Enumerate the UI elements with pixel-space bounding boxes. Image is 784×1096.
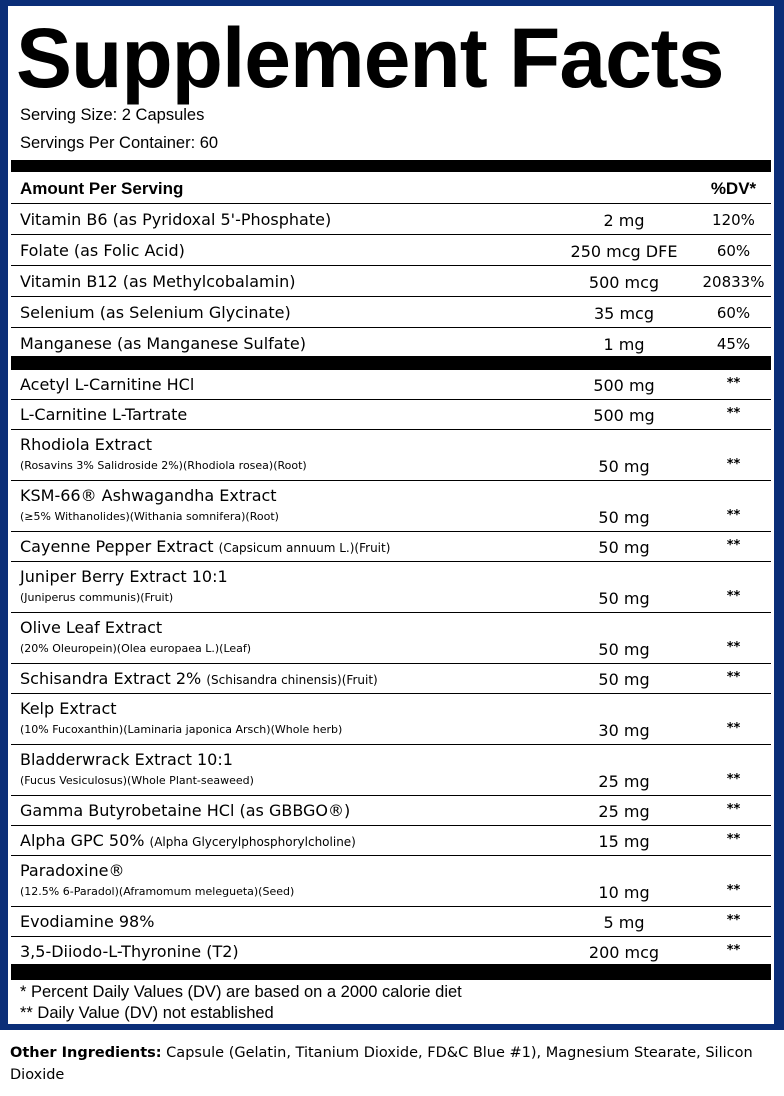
ingredient-detail: (Fucus Vesiculosus)(Whole Plant-seaweed)	[20, 774, 254, 787]
ingredient-detail: (Rosavins 3% Salidroside 2%)(Rhodiola rosea)(Root)	[20, 459, 307, 472]
nutrient-name: Folate (as Folic Acid)	[20, 241, 185, 260]
nutrient-dv: 60%	[716, 304, 751, 322]
ingredient-name-text: Kelp Extract	[20, 699, 117, 718]
ingredient-amount: 25 mg	[598, 772, 650, 791]
ingredient-row	[11, 664, 771, 694]
vitamin-row	[11, 235, 771, 266]
vitamin-row	[11, 266, 771, 297]
ingredient-dv: **	[726, 913, 741, 928]
nutrient-name: Selenium (as Selenium Glycinate)	[20, 303, 291, 322]
thick-divider	[11, 964, 771, 980]
ingredient-name	[20, 375, 194, 394]
nutrient-amount: 35 mcg	[594, 304, 654, 323]
nutrient-name: Manganese (as Manganese Sulfate)	[20, 334, 306, 353]
ingredient-dv: **	[726, 772, 741, 787]
ingredient-row	[11, 370, 771, 400]
ingredient-amount: 500 mg	[593, 406, 655, 425]
supplement-facts-panel	[8, 6, 774, 1024]
ingredient-row	[11, 400, 771, 430]
ingredient-amount: 50 mg	[598, 457, 650, 476]
ingredient-dv: **	[726, 538, 741, 553]
ingredient-row	[11, 481, 771, 532]
ingredient-name	[20, 435, 152, 454]
ingredient-amount: 25 mg	[598, 802, 650, 821]
ingredient-name-text: Schisandra Extract 2%	[20, 669, 207, 688]
ingredient-name	[20, 537, 390, 556]
ingredient-detail: (≥5% Withanolides)(Withania somnifera)(Root)	[20, 510, 279, 523]
ingredient-name	[20, 669, 378, 688]
ingredient-amount: 15 mg	[598, 832, 650, 851]
nutrient-name: Vitamin B12 (as Methylcobalamin)	[20, 272, 296, 291]
ingredient-source: (Capsicum annuum L.)(Fruit)	[218, 541, 391, 555]
ingredient-row	[11, 562, 771, 613]
ingredient-name-text: Acetyl L-Carnitine HCl	[20, 375, 195, 394]
ingredient-name	[20, 801, 350, 820]
ingredient-amount: 50 mg	[598, 538, 650, 557]
vitamin-row	[11, 204, 771, 235]
nutrient-dv: 20833%	[702, 273, 765, 291]
ingredient-name	[20, 405, 187, 424]
ingredient-dv: **	[726, 376, 741, 391]
ingredient-row	[11, 796, 771, 826]
nutrient-amount: 2 mg	[603, 211, 645, 230]
ingredient-detail: (10% Fucoxanthin)(Laminaria japonica Arsch)(Whole herb)	[20, 723, 343, 736]
ingredient-dv: **	[726, 802, 741, 817]
ingredient-row	[11, 856, 771, 907]
ingredient-amount: 50 mg	[598, 589, 650, 608]
nutrient-dv: 120%	[712, 211, 755, 229]
ingredient-name-text: Juniper Berry Extract 10:1	[20, 567, 228, 586]
ingredient-row	[11, 694, 771, 745]
ingredient-name-text: Olive Leaf Extract	[20, 618, 163, 637]
ingredient-name	[20, 618, 162, 637]
nutrient-amount: 500 mcg	[588, 273, 660, 292]
ingredient-name-text: Paradoxine®	[20, 861, 125, 880]
ingredient-name-text: 3,5-Diiodo-L-Thyronine (T2)	[20, 942, 239, 961]
other-ingredients-label: Other Ingredients:	[10, 1045, 162, 1061]
ingredient-row	[11, 430, 771, 481]
ingredient-name	[20, 912, 154, 931]
nutrient-name: Vitamin B6 (as Pyridoxal 5'-Phosphate)	[20, 210, 332, 229]
ingredient-source: (Alpha Glycerylphosphorylcholine)	[149, 835, 356, 849]
footnote-not-established: ** Daily Value (DV) not established	[20, 1004, 274, 1022]
ingredient-dv: **	[726, 943, 741, 958]
ingredient-source: (Schisandra chinensis)(Fruit)	[206, 673, 378, 687]
ingredient-row	[11, 826, 771, 856]
footnote-dv: * Percent Daily Values (DV) are based on a 2000 calorie diet	[20, 983, 462, 1001]
ingredient-amount: 30 mg	[598, 721, 650, 740]
nutrient-dv: 60%	[716, 242, 751, 260]
ingredient-dv: **	[726, 640, 741, 655]
nutrient-dv: 45%	[716, 335, 751, 353]
other-ingredients	[0, 1030, 784, 1096]
ingredient-name	[20, 699, 117, 718]
ingredient-dv: **	[726, 832, 741, 847]
ingredient-row	[11, 745, 771, 796]
ingredient-detail: (12.5% 6-Paradol)(Aframomum melegueta)(Seed)	[20, 885, 295, 898]
ingredient-name-text: L-Carnitine L-Tartrate	[20, 405, 188, 424]
serving-size: Serving Size: 2 Capsules	[20, 106, 205, 124]
vitamin-row	[11, 328, 771, 357]
ingredient-name-text: Alpha GPC 50%	[20, 831, 150, 850]
ingredient-name	[20, 831, 356, 850]
ingredient-amount: 10 mg	[598, 883, 650, 902]
ingredient-dv: **	[726, 589, 741, 604]
ingredient-dv: **	[726, 670, 741, 685]
ingredient-dv: **	[726, 457, 741, 472]
ingredient-amount: 50 mg	[598, 508, 650, 527]
ingredient-name	[20, 750, 233, 769]
vitamin-row	[11, 297, 771, 328]
other-ingredients-text: Capsule (Gelatin, Titanium Dioxide, FD&C Blue #1), Magnesium Stearate, Silicon Dioxide	[10, 1045, 753, 1083]
panel-title: Supplement Facts	[16, 11, 724, 105]
ingredient-amount: 50 mg	[598, 640, 650, 659]
ingredient-row	[11, 907, 771, 937]
ingredient-row	[11, 613, 771, 664]
ingredient-row	[11, 532, 771, 562]
thick-divider	[11, 160, 771, 172]
nutrient-amount: 1 mg	[603, 335, 645, 354]
ingredient-name-text: KSM-66® Ashwagandha Extract	[20, 486, 277, 505]
nutrient-amount: 250 mcg DFE	[570, 242, 678, 261]
ingredient-amount: 50 mg	[598, 670, 650, 689]
ingredient-amount: 500 mg	[593, 376, 655, 395]
ingredient-name	[20, 567, 228, 586]
ingredient-dv: **	[726, 406, 741, 421]
ingredient-amount: 200 mcg	[588, 943, 660, 962]
ingredient-name	[20, 861, 124, 880]
thick-divider	[11, 356, 771, 370]
ingredient-detail: (20% Oleuropein)(Olea europaea L.)(Leaf)	[20, 642, 252, 655]
ingredient-name-text: Rhodiola Extract	[20, 435, 153, 454]
ingredient-name-text: Bladderwrack Extract 10:1	[20, 750, 233, 769]
ingredient-detail: (Juniperus communis)(Fruit)	[20, 591, 174, 604]
ingredient-name	[20, 942, 239, 961]
ingredient-dv: **	[726, 883, 741, 898]
ingredient-name-text: Gamma Butyrobetaine HCl (as GBBGO®)	[20, 801, 351, 820]
ingredient-dv: **	[726, 508, 741, 523]
ingredient-name-text: Cayenne Pepper Extract	[20, 537, 219, 556]
ingredient-row	[11, 937, 771, 967]
amount-per-serving-label: Amount Per Serving	[20, 179, 184, 198]
ingredient-amount: 5 mg	[603, 913, 645, 932]
ingredient-name	[20, 486, 277, 505]
ingredient-dv: **	[726, 721, 741, 736]
ingredient-name-text: Evodiamine 98%	[20, 912, 155, 931]
dv-header-label: %DV*	[710, 179, 757, 198]
amount-header-row	[11, 172, 771, 204]
servings-per-container: Servings Per Container: 60	[20, 134, 219, 152]
